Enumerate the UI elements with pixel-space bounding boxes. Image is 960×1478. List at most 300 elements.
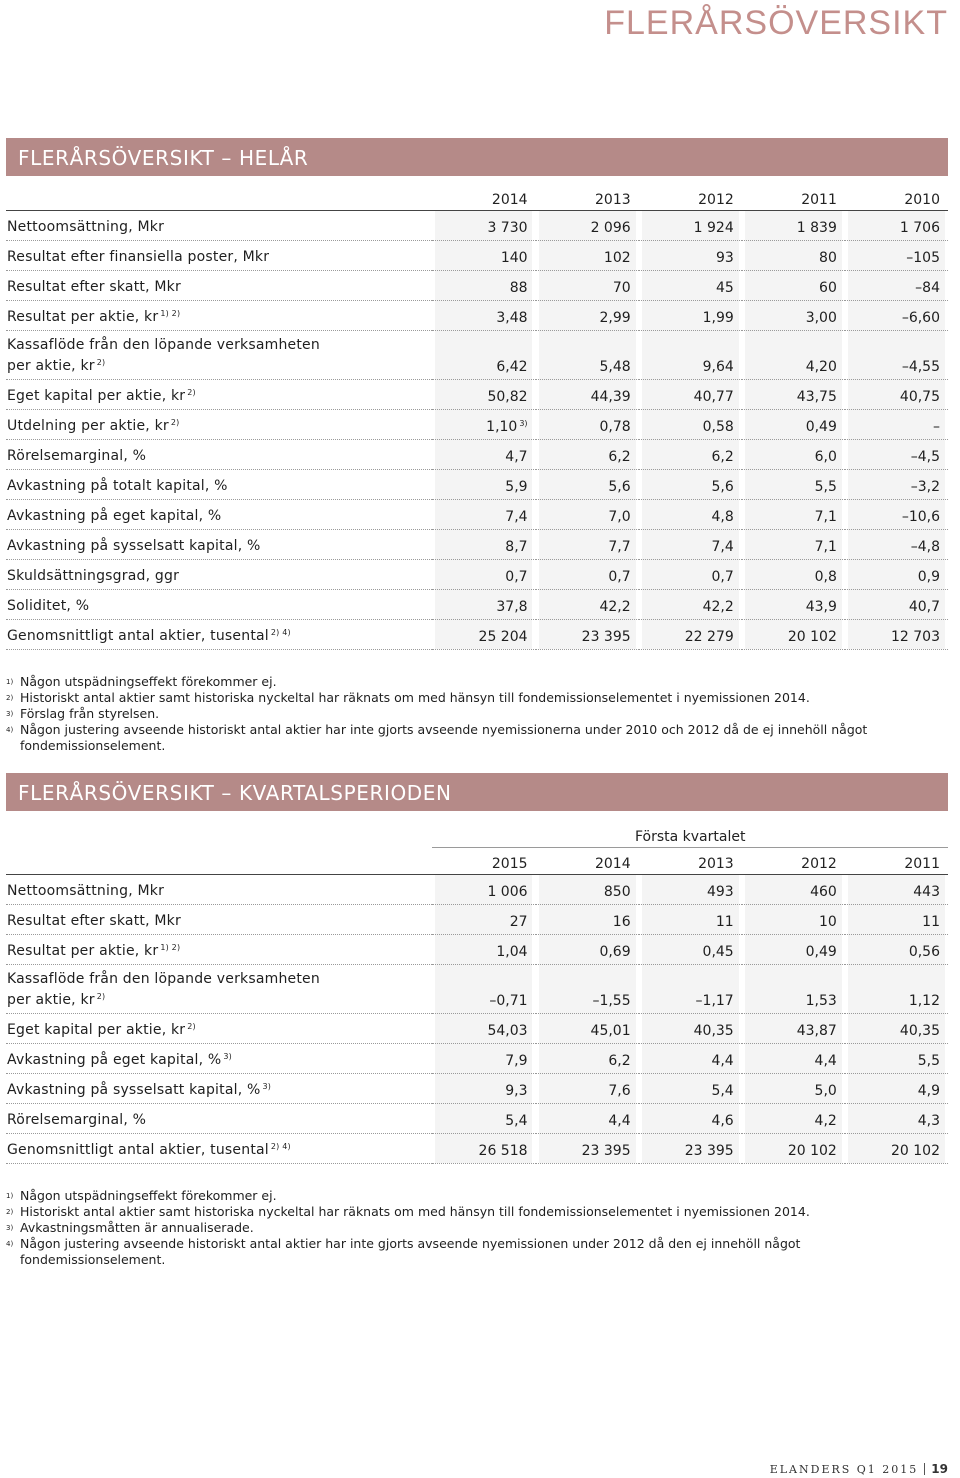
row-label-text: Eget kapital per aktie, kr	[7, 1021, 186, 1038]
footnote-text: Någon justering avseende historiskt antal aktier har inte gjorts avseende nyemissionen under 2012 då den ej innehöll något fondemissionselement.	[20, 1235, 801, 1267]
year-header: 2014	[536, 847, 639, 874]
cell-value: 6,0	[814, 448, 837, 465]
table-row	[6, 934, 948, 964]
cell-value: –4,55	[901, 358, 940, 375]
cell-value: 493	[706, 883, 734, 900]
value-cell	[432, 934, 535, 964]
value-cell	[742, 330, 845, 379]
value-cell	[639, 589, 742, 619]
value-cell	[845, 874, 948, 904]
row-label	[6, 210, 432, 240]
value-cell	[742, 964, 845, 1013]
cell-value: –105	[906, 249, 940, 266]
cell-value: 1 006	[487, 883, 528, 900]
year-header: 2015	[432, 847, 535, 874]
footer-divider	[924, 1463, 925, 1475]
row-label	[6, 300, 432, 330]
cell-value: 0,69	[599, 943, 631, 960]
cell-value: 0,45	[702, 943, 734, 960]
cell-value: 43,75	[796, 388, 837, 405]
cell-value: 1,12	[908, 992, 940, 1009]
cell-value: 0,49	[805, 418, 837, 435]
value-cell	[536, 874, 639, 904]
value-cell	[742, 589, 845, 619]
cell-value: 7,7	[608, 538, 631, 555]
year-header: 2013	[639, 847, 742, 874]
cell-value: 0,56	[908, 943, 940, 960]
cell-value: 40,77	[693, 388, 734, 405]
value-cell	[432, 379, 535, 409]
group-header: Första kvartalet	[432, 811, 948, 847]
table-row	[6, 210, 948, 240]
cell-value: –6,60	[901, 309, 940, 326]
value-cell	[432, 964, 535, 1013]
footnote-text: Förslag från styrelsen.	[20, 705, 160, 721]
row-label-text: Avkastning på sysselsatt kapital, %	[7, 537, 261, 554]
row-label	[6, 1013, 432, 1043]
cell-value: 7,4	[505, 508, 528, 525]
cell-value: 50,82	[487, 388, 528, 405]
value-cell	[639, 499, 742, 529]
value-cell	[845, 529, 948, 559]
cell-value: 0,7	[711, 568, 734, 585]
table-body	[6, 874, 948, 1163]
year-header: 2010	[845, 176, 948, 210]
row-label	[6, 379, 432, 409]
cell-value: 70	[612, 279, 631, 296]
footnote-marker: 4)	[6, 1239, 14, 1248]
footnote	[6, 674, 948, 690]
value-cell	[639, 934, 742, 964]
value-cell	[845, 210, 948, 240]
value-cell	[536, 210, 639, 240]
row-label-text: Resultat per aktie, kr	[7, 308, 159, 325]
value-cell	[742, 1043, 845, 1073]
cell-value: 7,4	[711, 538, 734, 555]
value-cell	[432, 1043, 535, 1073]
cell-value: 60	[819, 279, 837, 296]
cell-value: 6,42	[496, 358, 528, 375]
cell-value: 443	[913, 883, 940, 900]
value-cell	[742, 874, 845, 904]
value-cell	[845, 439, 948, 469]
value-cell	[742, 409, 845, 439]
footnote-text: Avkastningsmåtten är annualiserade.	[20, 1219, 254, 1235]
cell-value: 4,20	[805, 358, 837, 375]
cell-value: 22 279	[684, 628, 734, 645]
cell-value: 5,48	[599, 358, 631, 375]
cell-value: 37,8	[496, 598, 528, 615]
value-cell	[742, 904, 845, 934]
cell-value: 1,10	[486, 418, 518, 435]
value-cell	[742, 379, 845, 409]
value-cell	[742, 439, 845, 469]
value-cell	[432, 1103, 535, 1133]
value-cell	[639, 559, 742, 589]
cell-value: 4,3	[917, 1112, 940, 1129]
cell-value: 8,7	[505, 538, 528, 555]
value-cell	[536, 330, 639, 379]
value-cell	[639, 1103, 742, 1133]
table-row	[6, 1043, 948, 1073]
cell-value: 40,7	[908, 598, 940, 615]
value-cell	[845, 1133, 948, 1163]
value-cell	[432, 874, 535, 904]
cell-value: 43,87	[796, 1022, 837, 1039]
cell-value: 1 706	[899, 219, 940, 236]
footnote	[6, 1220, 948, 1236]
footnote-text: Någon utspädningseffekt förekommer ej.	[20, 673, 277, 689]
value-cell	[639, 439, 742, 469]
row-label-text: Avkastning på eget kapital, %	[7, 507, 222, 524]
footnote	[6, 722, 948, 754]
footnote	[6, 1204, 948, 1220]
cell-value: 23 395	[581, 1142, 631, 1159]
cell-value: 80	[819, 249, 837, 266]
value-cell	[536, 1133, 639, 1163]
footnote-marker: 1)	[6, 1191, 14, 1200]
table-row	[6, 904, 948, 934]
value-cell	[639, 379, 742, 409]
page-title: FLERÅRSÖVERSIKT	[604, 4, 948, 42]
year-header: 2012	[639, 176, 742, 210]
cell-value: 9,64	[702, 358, 734, 375]
row-label	[6, 240, 432, 270]
cell-value: 10	[818, 913, 837, 930]
table-row	[6, 559, 948, 589]
cell-value: 6,2	[608, 1052, 631, 1069]
value-cell	[432, 330, 535, 379]
row-label-text: Avkastning på sysselsatt kapital, %	[7, 1081, 261, 1098]
row-label-text: Rörelsemarginal, %	[7, 447, 147, 464]
row-label	[6, 904, 432, 934]
row-label-text: Resultat efter finansiella poster, Mkr	[7, 248, 270, 265]
footnote-ref: 2)	[96, 991, 106, 1001]
value-cell	[845, 559, 948, 589]
value-cell	[845, 934, 948, 964]
row-label-text: Kassaflöde från den löpande verksamheten	[7, 336, 320, 353]
cell-value: 4,7	[505, 448, 528, 465]
cell-value: –	[933, 418, 940, 435]
row-label-text: Rörelsemarginal, %	[7, 1111, 147, 1128]
value-cell	[639, 469, 742, 499]
table-row	[6, 589, 948, 619]
row-label	[6, 499, 432, 529]
cell-value: 88	[509, 279, 528, 296]
value-cell	[742, 210, 845, 240]
year-header: 2011	[742, 176, 845, 210]
cell-value: 5,9	[505, 478, 528, 495]
value-cell	[639, 529, 742, 559]
row-label-text: Avkastning på eget kapital, %	[7, 1051, 222, 1068]
value-cell	[536, 439, 639, 469]
year-header-row	[6, 176, 948, 210]
row-label	[6, 559, 432, 589]
value-cell	[845, 589, 948, 619]
row-label	[6, 330, 432, 379]
table-row	[6, 529, 948, 559]
value-cell	[845, 240, 948, 270]
value-cell	[845, 409, 948, 439]
footnote-marker: 4)	[6, 725, 14, 734]
value-cell	[742, 934, 845, 964]
row-label	[6, 619, 432, 649]
page-number: 19	[931, 1462, 948, 1476]
value-cell	[742, 1103, 845, 1133]
row-label	[6, 1133, 432, 1163]
value-cell	[742, 300, 845, 330]
row-label	[6, 589, 432, 619]
cell-value: 460	[810, 883, 837, 900]
footnote-ref: 2) 4)	[270, 627, 291, 637]
cell-value: 9,3	[505, 1082, 528, 1099]
cell-value: 0,58	[702, 418, 734, 435]
value-cell	[536, 934, 639, 964]
value-cell	[432, 529, 535, 559]
footnote-ref: 1) 2)	[160, 942, 181, 952]
row-label	[6, 934, 432, 964]
cell-value: 42,2	[702, 598, 734, 615]
table-row	[6, 619, 948, 649]
table-body	[6, 210, 948, 649]
table-row	[6, 1133, 948, 1163]
cell-value: 1,53	[805, 992, 837, 1009]
cell-value: 5,5	[814, 478, 837, 495]
footnote-text: Någon justering avseende historiskt antal aktier har inte gjorts avseende nyemissionerna under 2010 och 2012 då de ej innehöll något fondemissionselement.	[20, 721, 868, 753]
cell-value: 1 924	[693, 219, 734, 236]
cell-value: –10,6	[901, 508, 940, 525]
cell-value: 4,9	[917, 1082, 940, 1099]
row-label-text: Resultat per aktie, kr	[7, 942, 159, 959]
cell-value: 5,0	[814, 1082, 837, 1099]
cell-value: 4,4	[608, 1112, 631, 1129]
cell-value: 850	[603, 883, 631, 900]
row-label	[6, 409, 432, 439]
cell-value: 11	[922, 913, 940, 930]
footnote-text: Någon utspädningseffekt förekommer ej.	[20, 1187, 277, 1203]
footnotes	[6, 674, 948, 754]
value-cell	[536, 270, 639, 300]
value-cell	[742, 499, 845, 529]
footnote-marker: 3)	[6, 1223, 14, 1232]
cell-value: 3,48	[496, 309, 528, 326]
value-cell	[536, 589, 639, 619]
table-row	[6, 379, 948, 409]
table-row	[6, 1073, 948, 1103]
value-cell	[845, 499, 948, 529]
cell-value: 0,7	[505, 568, 528, 585]
cell-value: 40,75	[899, 388, 940, 405]
table-row	[6, 499, 948, 529]
table-helar	[6, 176, 948, 650]
table-kvartal	[6, 811, 948, 1164]
footnote	[6, 706, 948, 722]
value-cell	[536, 619, 639, 649]
cell-value: 5,4	[505, 1112, 528, 1129]
cell-value: –0,71	[489, 992, 528, 1009]
footnote-marker: 1)	[6, 677, 14, 686]
row-label	[6, 469, 432, 499]
value-cell	[536, 559, 639, 589]
footnotes	[6, 1188, 948, 1268]
cell-value: 1,04	[496, 943, 528, 960]
row-label-text: Nettoomsättning, Mkr	[7, 882, 165, 899]
cell-value: –1,55	[592, 992, 631, 1009]
cell-value: 4,4	[711, 1052, 734, 1069]
cell-value: 0,7	[608, 568, 631, 585]
footnote-text: Historiskt antal aktier samt historiska nyckeltal har räknats om med hänsyn till fondemissionselementet i nyemissionen 2014.	[20, 1203, 810, 1219]
cell-value: 2,99	[599, 309, 631, 326]
cell-value: 7,0	[608, 508, 631, 525]
footnote-ref: 3)	[223, 1051, 233, 1061]
section-title: FLERÅRSÖVERSIKT – HELÅR	[6, 138, 948, 176]
table-row	[6, 1013, 948, 1043]
cell-value: 5,6	[711, 478, 734, 495]
value-cell	[536, 1013, 639, 1043]
cell-value: 20 102	[891, 1142, 940, 1159]
value-cell	[536, 904, 639, 934]
value-cell	[432, 409, 535, 439]
cell-value: 7,1	[814, 508, 837, 525]
cell-value: 11	[715, 913, 734, 930]
cell-value: 40,35	[693, 1022, 734, 1039]
value-cell	[432, 469, 535, 499]
footnote-ref: 2)	[170, 417, 180, 427]
cell-value: 3,00	[805, 309, 837, 326]
value-cell	[432, 904, 535, 934]
value-cell	[639, 964, 742, 1013]
value-cell	[536, 1073, 639, 1103]
value-cell	[845, 964, 948, 1013]
value-cell	[742, 1013, 845, 1043]
cell-value: –84	[915, 279, 940, 296]
cell-value: 93	[715, 249, 734, 266]
row-label-text: Resultat efter skatt, Mkr	[7, 278, 181, 295]
year-header: 2012	[742, 847, 845, 874]
year-header: 2013	[536, 176, 639, 210]
cell-value: 7,6	[608, 1082, 631, 1099]
value-cell	[742, 240, 845, 270]
footnote-ref: 3)	[519, 418, 528, 428]
value-cell	[639, 1073, 742, 1103]
row-label	[6, 874, 432, 904]
value-cell	[742, 1073, 845, 1103]
row-label	[6, 964, 432, 1013]
cell-value: 7,1	[814, 538, 837, 555]
page-footer	[770, 1462, 948, 1476]
row-label-text: Kassaflöde från den löpande verksamheten	[7, 970, 320, 987]
cell-value: 5,4	[711, 1082, 734, 1099]
cell-value: 4,8	[711, 508, 734, 525]
row-label-text: Nettoomsättning, Mkr	[7, 218, 165, 235]
footnote-ref: 1) 2)	[160, 308, 181, 318]
value-cell	[432, 559, 535, 589]
table-row	[6, 439, 948, 469]
value-cell	[536, 300, 639, 330]
cell-value: 45,01	[590, 1022, 631, 1039]
value-cell	[845, 330, 948, 379]
cell-value: 6,2	[711, 448, 734, 465]
footnote-marker: 2)	[6, 1207, 14, 1216]
table-row	[6, 469, 948, 499]
table-row	[6, 964, 948, 1013]
cell-value: 12 703	[891, 628, 940, 645]
row-label-text: Utdelning per aktie, kr	[7, 417, 169, 434]
value-cell	[536, 529, 639, 559]
row-label	[6, 439, 432, 469]
value-cell	[742, 619, 845, 649]
value-cell	[639, 409, 742, 439]
value-cell	[536, 469, 639, 499]
row-label	[6, 1073, 432, 1103]
value-cell	[845, 1013, 948, 1043]
cell-value: 23 395	[581, 628, 631, 645]
value-cell	[432, 1133, 535, 1163]
cell-value: –3,2	[910, 478, 940, 495]
value-cell	[639, 1043, 742, 1073]
value-cell	[432, 439, 535, 469]
value-cell	[639, 619, 742, 649]
value-cell	[639, 330, 742, 379]
cell-value: 102	[603, 249, 631, 266]
cell-value: 1,99	[702, 309, 734, 326]
value-cell	[742, 559, 845, 589]
row-label-text: Genomsnittligt antal aktier, tusental	[7, 1141, 269, 1158]
value-cell	[536, 964, 639, 1013]
row-label-text: Resultat efter skatt, Mkr	[7, 912, 181, 929]
value-cell	[845, 619, 948, 649]
cell-value: 27	[509, 913, 528, 930]
value-cell	[742, 1133, 845, 1163]
cell-value: 0,49	[805, 943, 837, 960]
value-cell	[536, 240, 639, 270]
value-cell	[845, 379, 948, 409]
cell-value: 0,8	[814, 568, 837, 585]
table-row	[6, 409, 948, 439]
cell-value: 25 204	[478, 628, 528, 645]
cell-value: 0,78	[599, 418, 631, 435]
table-row	[6, 330, 948, 379]
value-cell	[845, 1043, 948, 1073]
cell-value: 20 102	[787, 1142, 837, 1159]
cell-value: 2 096	[590, 219, 631, 236]
row-label-text: Skuldsättningsgrad, ggr	[7, 567, 180, 584]
table-row	[6, 240, 948, 270]
footer-brand: ELANDERS Q1 2015	[769, 1463, 919, 1476]
value-cell	[639, 270, 742, 300]
section-title: FLERÅRSÖVERSIKT – KVARTALSPERIODEN	[6, 773, 948, 811]
value-cell	[845, 1073, 948, 1103]
value-cell	[742, 270, 845, 300]
row-label-text-line2: per aktie, kr	[7, 357, 95, 374]
value-cell	[536, 1043, 639, 1073]
value-cell	[432, 619, 535, 649]
value-cell	[845, 1103, 948, 1133]
footnote-ref: 2) 4)	[270, 1141, 291, 1151]
footnote-text: Historiskt antal aktier samt historiska nyckeltal har räknats om med hänsyn till fondemissionselementet i nyemissionen 2014.	[20, 689, 810, 705]
year-header: 2011	[845, 847, 948, 874]
value-cell	[639, 1133, 742, 1163]
footnote	[6, 1236, 948, 1268]
cell-value: 16	[612, 913, 631, 930]
cell-value: 140	[500, 249, 528, 266]
year-header: 2014	[432, 176, 535, 210]
value-cell	[536, 499, 639, 529]
value-cell	[845, 469, 948, 499]
value-cell	[536, 379, 639, 409]
section-kvartal	[6, 773, 948, 1268]
value-cell	[639, 1013, 742, 1043]
